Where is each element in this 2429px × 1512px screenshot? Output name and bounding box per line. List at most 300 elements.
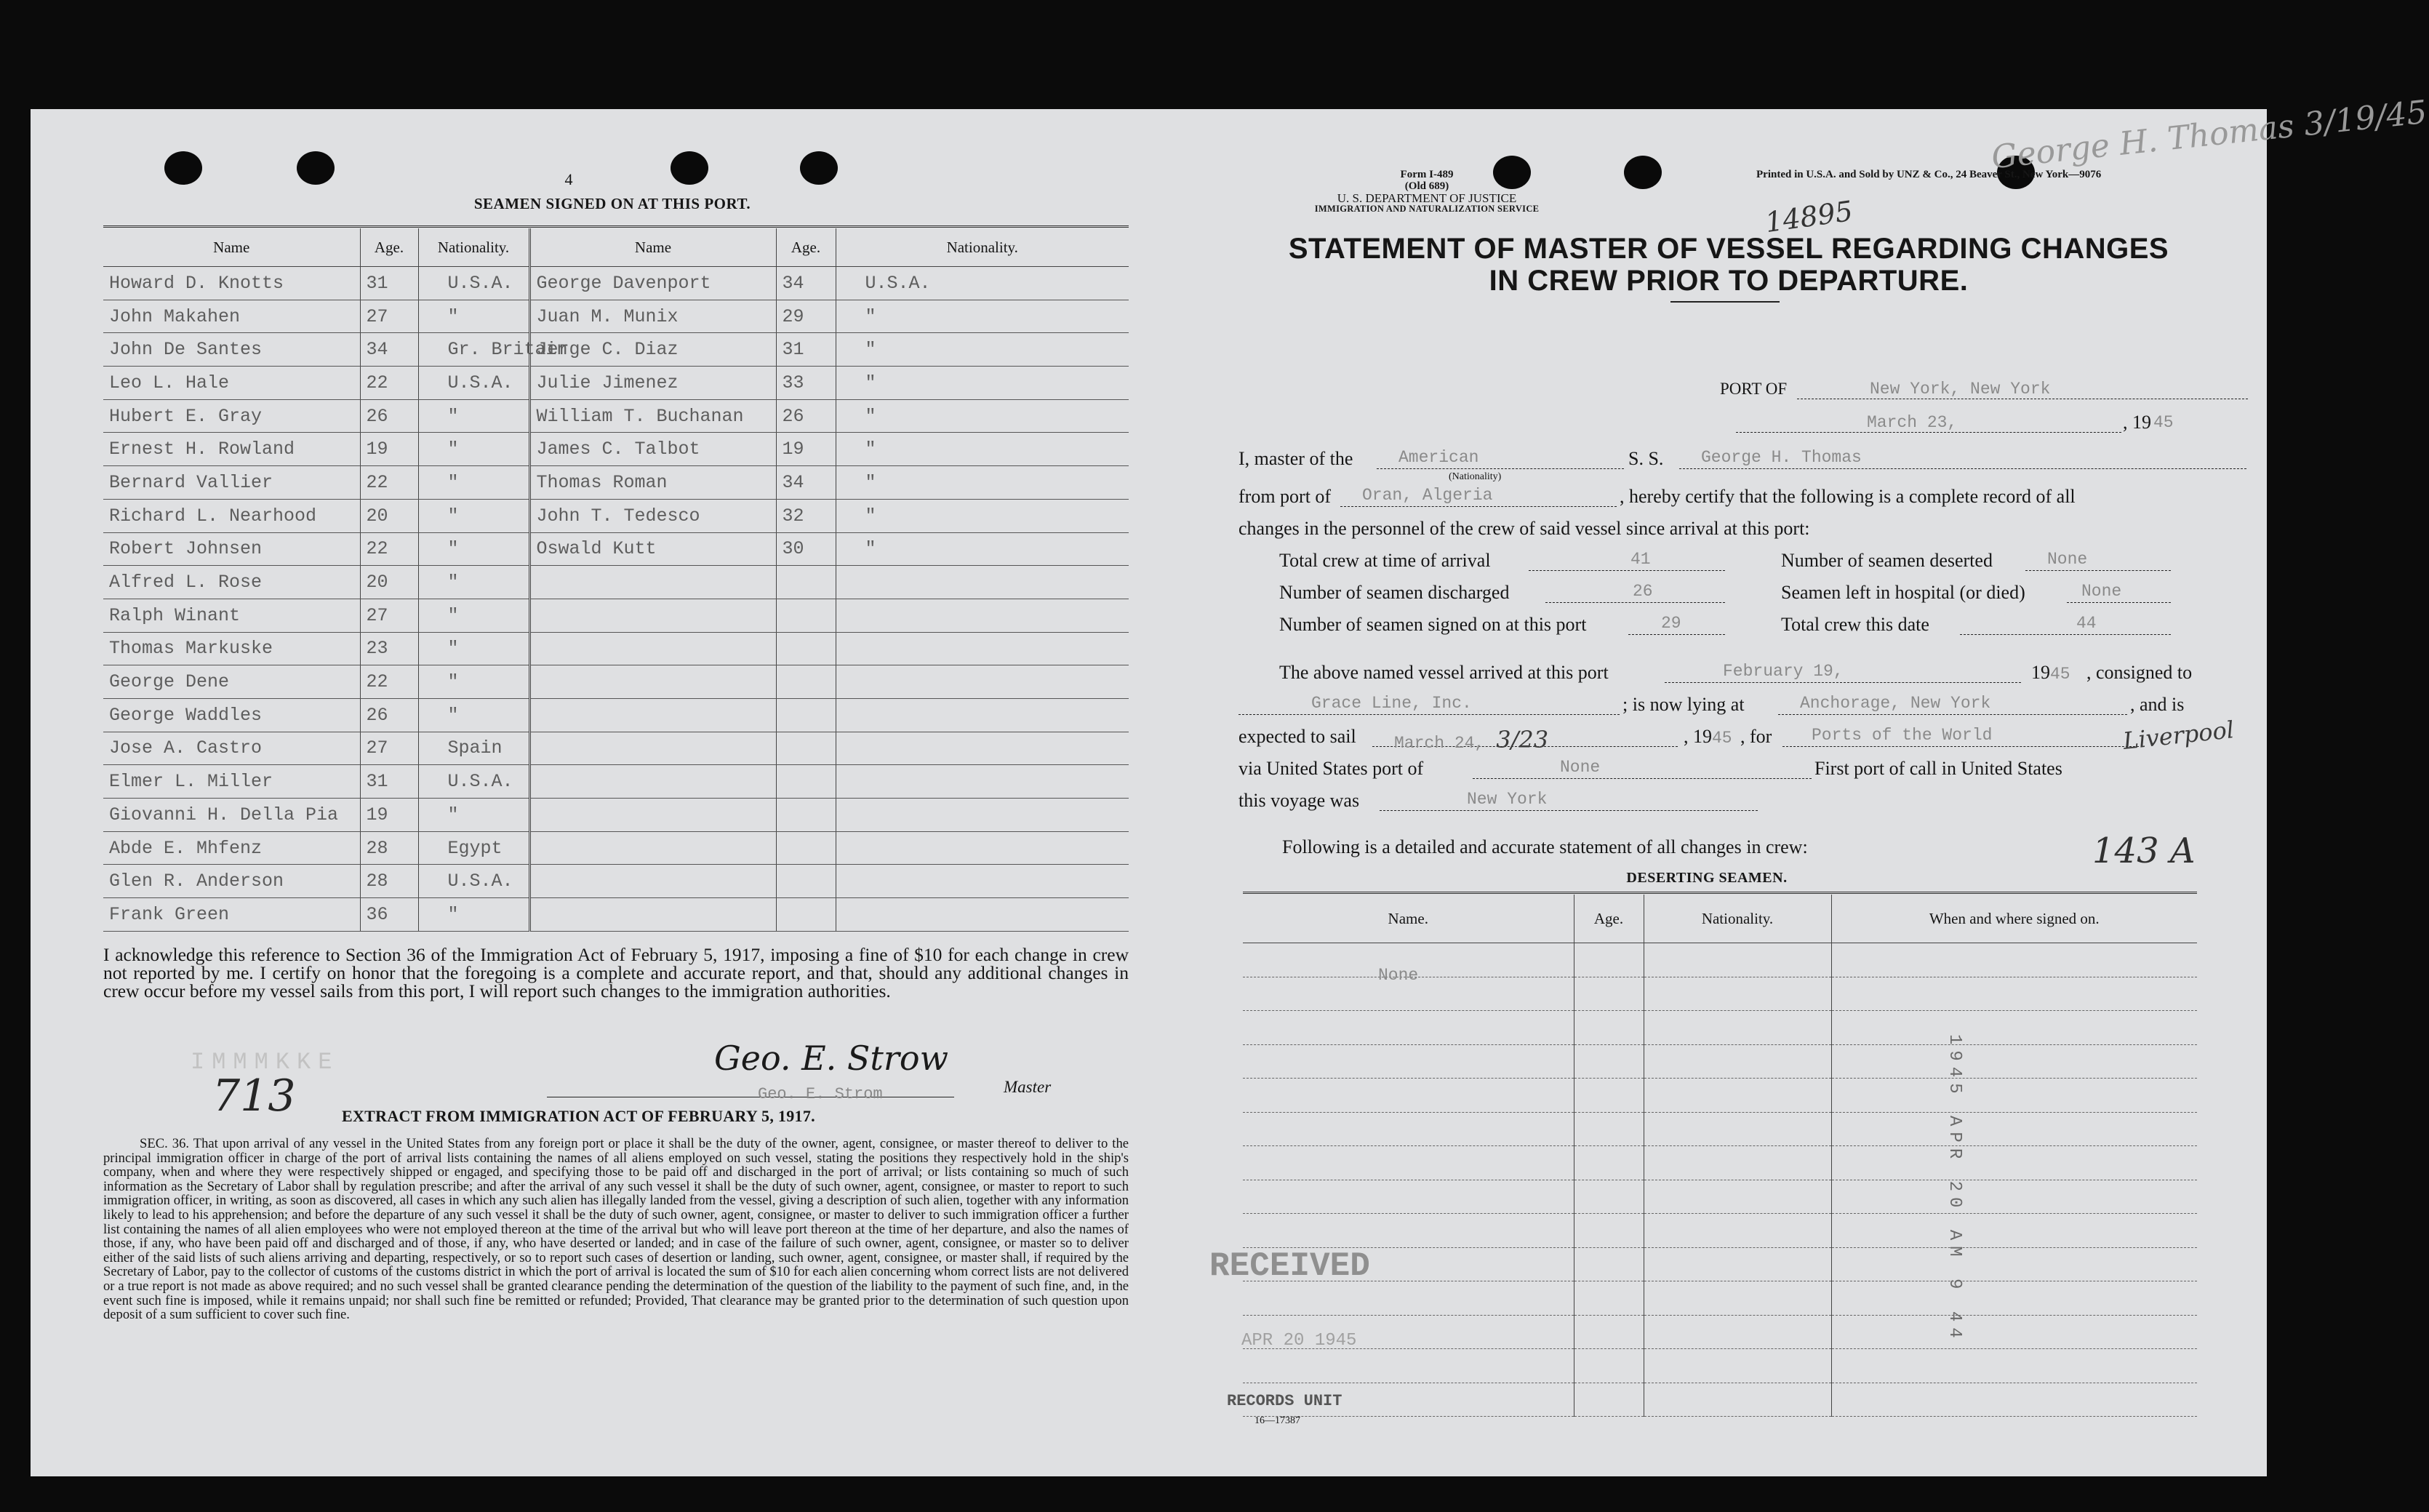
handwritten-number: 713	[212, 1071, 296, 1121]
column-header-age: Age.	[1574, 895, 1644, 943]
via-label: via United States port of	[1238, 758, 1424, 779]
table-cell	[1243, 1044, 1574, 1079]
crew-name: Hubert E. Gray	[103, 399, 360, 433]
table-top-rule	[103, 225, 1129, 228]
crew-nationality: Spain	[418, 732, 529, 765]
table-cell	[1644, 977, 1831, 1011]
crew-name: John De Santes	[103, 333, 360, 367]
crew-name: John Makahen	[103, 300, 360, 333]
table-cell	[1574, 1011, 1644, 1045]
expected-value: March 24,	[1394, 734, 1485, 753]
discharged-value: 26	[1633, 582, 1653, 601]
acknowledgement-text: I acknowledge this reference to Section 36 of the Immigration Act of February 5, 1917, imposing a fine of $10 for each change in crew not reported by me. I certify on honor that the foregoing is a complete and accurate report, and that, should any additional changes in crew occur before my vessel sails from this port, I will report such changes to the immigration authorities.	[103, 944, 1129, 1001]
table-cell	[1831, 1079, 2197, 1113]
department-name: U. S. DEPARTMENT OF JUSTICE	[1337, 191, 1517, 205]
table-cell	[1831, 1247, 2197, 1281]
ship-name-field	[1679, 448, 2246, 469]
crew-nationality	[836, 898, 1129, 932]
discharged-label: Number of seamen discharged	[1279, 582, 1510, 603]
form-title-line-2: IN CREW PRIOR TO DEPARTURE.	[1489, 265, 1969, 297]
column-header-nationality: Nationality.	[418, 228, 529, 267]
table-row	[103, 466, 1129, 500]
table-row	[1243, 1146, 2197, 1180]
crew-name: James C. Talbot	[529, 433, 776, 466]
crew-nationality: "	[836, 333, 1129, 367]
crew-name: Elmer L. Miller	[103, 765, 360, 799]
crew-age: 33	[776, 367, 836, 400]
table-cell	[1243, 1011, 1574, 1045]
table-cell	[1574, 977, 1644, 1011]
crew-nationality: "	[836, 433, 1129, 466]
expected-field	[1372, 726, 1678, 753]
table-row	[1243, 1044, 2197, 1079]
table-cell	[1831, 1180, 2197, 1214]
table-cell	[1831, 1281, 2197, 1316]
table-cell	[1644, 1180, 1831, 1214]
typed-master-name: Geo. E. Strom	[758, 1085, 883, 1103]
crew-name: Juan M. Munix	[529, 300, 776, 333]
table-row	[1243, 1315, 2197, 1349]
crew-age: 32	[776, 499, 836, 532]
table-cell	[1644, 1044, 1831, 1079]
right-page	[1169, 93, 2429, 1476]
table-cell	[1831, 1349, 2197, 1383]
expected-handwritten: 3/23	[1496, 726, 1549, 753]
total-arrival-label: Total crew at time of arrival	[1279, 550, 1491, 571]
extract-title: EXTRACT FROM IMMIGRATION ACT OF FEBRUARY 5, 1917.	[342, 1107, 815, 1125]
crew-name: Oswald Kutt	[529, 532, 776, 566]
from-port-label: from port of	[1238, 486, 1332, 507]
desert-table-rule	[1243, 892, 2197, 894]
table-row	[103, 698, 1129, 732]
table-cell	[1831, 1112, 2197, 1146]
crew-name: John T. Tedesco	[529, 499, 776, 532]
form-old-number: (Old 689)	[1404, 180, 1449, 192]
total-arrival-value: 41	[1630, 550, 1651, 569]
crew-name: Abde E. Mhfenz	[103, 831, 360, 865]
crew-name: Jose A. Castro	[103, 732, 360, 765]
records-unit-stamp: RECORDS UNIT	[1227, 1392, 1342, 1410]
crew-age: 30	[776, 532, 836, 566]
table-cell	[1831, 977, 2197, 1011]
crew-name	[529, 698, 776, 732]
crew-age: 19	[360, 799, 418, 832]
crew-nationality	[836, 732, 1129, 765]
total-date-label: Total crew this date	[1781, 614, 1929, 635]
footer-code: 16—17387	[1254, 1415, 1300, 1426]
crew-name: George Dene	[103, 665, 360, 699]
table-row	[103, 333, 1129, 367]
table-cell	[1574, 1079, 1644, 1113]
crew-name: Bernard Vallier	[103, 466, 360, 500]
crew-name	[529, 898, 776, 932]
crew-name: Howard D. Knotts	[103, 267, 360, 300]
port-label: PORT OF	[1720, 380, 1788, 398]
crew-name: Ernest H. Rowland	[103, 433, 360, 466]
arrived-year: 45	[2050, 665, 2070, 684]
crew-age: 26	[360, 698, 418, 732]
table-cell	[1831, 1315, 2197, 1349]
crew-age: 27	[360, 599, 418, 632]
consignee-field	[1238, 694, 1620, 715]
for-value: Ports of the World	[1812, 726, 1993, 745]
crew-name: Glen R. Anderson	[103, 865, 360, 898]
table-cell	[1574, 1112, 1644, 1146]
column-header-name: Name	[529, 228, 776, 267]
for-field	[1782, 726, 2139, 747]
crew-nationality: U.S.A.	[836, 267, 1129, 300]
table-row	[103, 433, 1129, 466]
and-is-label: , and is	[2130, 694, 2185, 715]
crew-age	[776, 831, 836, 865]
table-cell	[1644, 1281, 1831, 1316]
crew-nationality: "	[836, 300, 1129, 333]
crew-nationality: "	[418, 898, 529, 932]
lying-field	[1778, 694, 2127, 715]
received-stamp: RECEIVED	[1209, 1247, 1370, 1285]
arrived-value: February 19,	[1723, 662, 1844, 681]
crew-nationality: "	[836, 532, 1129, 566]
table-row	[1243, 1011, 2197, 1045]
table-row	[103, 367, 1129, 400]
signed-on-field	[1628, 614, 1725, 635]
crew-nationality: Gr. Britain	[418, 333, 529, 367]
seamen-signed-on-table	[103, 228, 1129, 932]
crew-age: 34	[776, 267, 836, 300]
crew-nationality: Egypt	[418, 831, 529, 865]
table-row	[103, 399, 1129, 433]
table-row	[103, 865, 1129, 898]
handwritten-file-number: 14895	[1763, 194, 1855, 239]
table-cell	[1243, 1281, 1574, 1316]
crew-nationality	[836, 865, 1129, 898]
crew-age	[776, 698, 836, 732]
punch-hole	[671, 151, 708, 185]
table-cell	[1644, 1247, 1831, 1281]
crew-nationality	[836, 566, 1129, 599]
table-row	[1243, 1383, 2197, 1417]
via-field	[1473, 758, 1812, 779]
crew-age: 20	[360, 499, 418, 532]
table-cell	[1831, 1011, 2197, 1045]
table-row	[1243, 1112, 2197, 1146]
punch-hole	[164, 151, 202, 185]
crew-nationality: "	[418, 532, 529, 566]
year-prefix: , 19	[2123, 412, 2151, 433]
changes-text: changes in the personnel of the crew of said vessel since arrival at this port:	[1238, 518, 1810, 539]
crew-name	[529, 799, 776, 832]
column-header-name: Name	[103, 228, 360, 267]
expected-label: expected to sail	[1238, 726, 1356, 747]
arrived-label: The above named vessel arrived at this port	[1279, 662, 1609, 683]
ss-label: S. S.	[1628, 448, 1664, 469]
table-row	[103, 599, 1129, 632]
table-row	[103, 732, 1129, 765]
crew-age	[776, 799, 836, 832]
table-row	[1243, 1349, 2197, 1383]
table-cell	[1644, 1383, 1831, 1417]
voyage-field	[1380, 790, 1758, 811]
first-port-label: First port of call in United States	[1814, 758, 2062, 779]
crew-name: Giovanni H. Della Pia	[103, 799, 360, 832]
table-cell	[1574, 1281, 1644, 1316]
crew-nationality	[836, 599, 1129, 632]
crew-nationality	[836, 698, 1129, 732]
extract-text: SEC. 36. That upon arrival of any vessel in the United States from any foreign port or place it shall be the duty of the owner, agent, consignee, or master thereof to deliver to the principal immigration officer in charge of the port of arrival lists containing the names of all aliens employed on such vessel, stating the positions they respectively hold in the ship's company, when and where they were respectively shipped or engaged, and specifying those to be paid off and discharged in the port of arrival; or lists containing so much of such information as the Secretary of Labor shall by regulation prescribe; and after the arrival of any such vessel it shall be the duty of such owner, agent, consignee, or master to report to such immigration officer, in writing, as soon as discovered, all cases in which any such alien has illegally landed from the vessel, giving a description of such alien, together with any information likely to lead to his apprehension; and before the departure of any such vessel it shall be the duty of such owner, agent, consignee, or master to deliver to such immigration officer a further list containing the names of all alien employees who were not employed thereon at the time of the arrival but who will leave port thereon at the time of her departure, and also the names of those, if any, who have been paid off and discharged and of those, if any, who have deserted or landed; and in case of the failure of such owner, agent, consignee, or master so to deliver either of the said lists of such aliens arriving and departing, respectively, or so to report such cases of desertion or landing, such owner, agent, consignee, or master shall, if required by the Secretary of Labor, pay to the collector of customs of the customs district in which the port of arrival is located the sum of $10 for each alien concerning whom correct lists are not delivered or a true report is not made as above required; and no such vessel shall be granted clearance pending the determination of the question of the liability to the payment of such fine, and, in the event such fine is imposed, while it remains unpaid; nor shall such fine be remitted or refunded; Provided, That clearance may be granted prior to the determination of such question upon deposit of a sum sufficient to cover such fine.	[103, 1136, 1129, 1323]
table-cell	[1831, 1044, 2197, 1079]
form-number: Form I-489	[1400, 169, 1454, 180]
table-cell	[1644, 1146, 1831, 1180]
crew-age: 28	[360, 831, 418, 865]
crew-name	[529, 732, 776, 765]
ship-name-value: George H. Thomas	[1701, 448, 1862, 467]
total-arrival-field	[1529, 550, 1725, 571]
table-cell	[1644, 943, 1831, 977]
master-signature: Geo. E. Strow	[714, 1039, 948, 1078]
printer-credit: Printed in U.S.A. and Sold by UNZ & Co., 24 Beaver St., New York—9076	[1756, 169, 2102, 180]
via-value: None	[1560, 758, 1601, 777]
nationality-caption: (Nationality)	[1449, 471, 1502, 482]
table-row	[1243, 1214, 2197, 1248]
title-underline	[1670, 301, 1780, 303]
lying-label: ; is now lying at	[1622, 694, 1745, 715]
table-cell	[1574, 1044, 1644, 1079]
table-row	[103, 566, 1129, 599]
crew-name: Thomas Markuske	[103, 632, 360, 665]
crew-age	[776, 632, 836, 665]
crew-nationality: U.S.A.	[418, 865, 529, 898]
crew-nationality: "	[418, 300, 529, 333]
table-cell	[1243, 1214, 1574, 1248]
crew-age	[776, 765, 836, 799]
form-title-line-1: STATEMENT OF MASTER OF VESSEL REGARDING CHANGES	[1288, 233, 2169, 265]
crew-age: 27	[360, 300, 418, 333]
crew-age: 19	[360, 433, 418, 466]
table-cell	[1243, 1079, 1574, 1113]
left-page	[31, 109, 1169, 1476]
table-row	[103, 267, 1129, 300]
table-cell	[1644, 1214, 1831, 1248]
crew-name: Julie Jimenez	[529, 367, 776, 400]
crew-nationality: "	[836, 466, 1129, 500]
crew-nationality	[836, 665, 1129, 699]
crew-age	[776, 865, 836, 898]
hospital-value: None	[2081, 582, 2122, 601]
crew-name: Robert Johnsen	[103, 532, 360, 566]
crew-nationality: "	[418, 399, 529, 433]
crew-age: 28	[360, 865, 418, 898]
crew-nationality: "	[418, 433, 529, 466]
table-cell	[1574, 943, 1644, 977]
handwritten-ship-note: George H. Thomas 3/19/45	[1989, 93, 2429, 177]
total-date-field	[1960, 614, 2171, 635]
crew-age: 22	[360, 665, 418, 699]
crew-age: 22	[360, 466, 418, 500]
column-header-age: Age.	[360, 228, 418, 267]
section-heading: SEAMEN SIGNED ON AT THIS PORT.	[473, 195, 751, 212]
table-row	[103, 665, 1129, 699]
table-cell	[1831, 1146, 2197, 1180]
column-header-name: Name.	[1243, 895, 1574, 943]
table-row	[103, 499, 1129, 532]
page-number: 4	[564, 170, 573, 188]
column-header-age: Age.	[776, 228, 836, 267]
table-row	[1243, 1281, 2197, 1316]
table-cell	[1574, 1180, 1644, 1214]
crew-age	[776, 665, 836, 699]
table-row	[103, 831, 1129, 865]
year-value: 45	[2153, 413, 2174, 432]
table-cell	[1243, 1349, 1574, 1383]
master-of-label: I, master of the	[1238, 448, 1353, 469]
crew-age: 34	[360, 333, 418, 367]
crew-nationality: "	[836, 367, 1129, 400]
hospital-field	[2067, 582, 2171, 603]
desert-entry: None	[1378, 966, 1419, 985]
crew-nationality: "	[418, 665, 529, 699]
crew-nationality: "	[418, 698, 529, 732]
column-header-nationality: Nationality.	[1644, 895, 1831, 943]
table-row	[103, 532, 1129, 566]
crew-nationality	[836, 831, 1129, 865]
table-cell	[1574, 1247, 1644, 1281]
crew-nationality: "	[418, 466, 529, 500]
table-row	[103, 799, 1129, 832]
date-field	[1736, 413, 2121, 433]
crew-name	[529, 566, 776, 599]
faint-stamp-letters: IMMMKKE	[191, 1049, 340, 1076]
crew-name: William T. Buchanan	[529, 399, 776, 433]
table-cell	[1644, 1349, 1831, 1383]
punch-hole	[1624, 156, 1662, 189]
deserted-label: Number of seamen deserted	[1781, 550, 1993, 571]
master-label: Master	[1004, 1078, 1052, 1096]
crew-age: 31	[360, 765, 418, 799]
table-cell	[1574, 1146, 1644, 1180]
for-handwritten: Liverpool	[2121, 716, 2236, 755]
table-cell	[1574, 1214, 1644, 1248]
punch-hole	[800, 151, 838, 185]
voyage-value: New York	[1467, 790, 1548, 809]
table-cell	[1243, 1180, 1574, 1214]
crew-name	[529, 831, 776, 865]
signed-on-label: Number of seamen signed on at this port	[1279, 614, 1587, 635]
table-row	[103, 300, 1129, 333]
table-cell	[1574, 1349, 1644, 1383]
crew-name	[529, 632, 776, 665]
voyage-label: this voyage was	[1238, 790, 1360, 811]
crew-age: 23	[360, 632, 418, 665]
crew-nationality: "	[836, 399, 1129, 433]
crew-nationality: U.S.A.	[418, 367, 529, 400]
consigned-label: , consigned to	[2086, 662, 2193, 683]
crew-age: 22	[360, 367, 418, 400]
crew-name	[529, 599, 776, 632]
discharged-field	[1545, 582, 1725, 603]
following-text: Following is a detailed and accurate statement of all changes in crew:	[1282, 836, 1808, 857]
from-port-value: Oran, Algeria	[1362, 486, 1493, 505]
crew-name: George Davenport	[529, 267, 776, 300]
crew-name: Leo L. Hale	[103, 367, 360, 400]
date-time-stamp: 1945 APR 20 AM 9 44	[1945, 1034, 1964, 1344]
table-cell	[1831, 1214, 2197, 1248]
table-row	[103, 765, 1129, 799]
date-value: March 23,	[1867, 413, 1958, 432]
table-row	[103, 898, 1129, 932]
crew-name: Jerge C. Diaz	[529, 333, 776, 367]
nationality-value: American	[1398, 448, 1479, 467]
crew-name: Frank Green	[103, 898, 360, 932]
table-row	[1243, 1079, 2197, 1113]
crew-age: 26	[776, 399, 836, 433]
crew-name: Ralph Winant	[103, 599, 360, 632]
expected-year-prefix: , 1945	[1684, 726, 1732, 748]
crew-age: 27	[360, 732, 418, 765]
lying-value: Anchorage, New York	[1800, 694, 1991, 713]
port-value: New York, New York	[1870, 380, 2051, 399]
column-header-nationality: Nationality.	[946, 238, 1018, 256]
crew-nationality	[836, 765, 1129, 799]
crew-name: Thomas Roman	[529, 466, 776, 500]
crew-age: 26	[360, 399, 418, 433]
hospital-label: Seamen left in hospital (or died)	[1781, 582, 2025, 603]
from-port-field	[1340, 486, 1617, 507]
crew-age: 31	[360, 267, 418, 300]
crew-nationality: "	[418, 599, 529, 632]
table-cell	[1243, 1146, 1574, 1180]
table-cell	[1644, 1011, 1831, 1045]
crew-age	[776, 566, 836, 599]
table-row	[1243, 1247, 2197, 1281]
crew-age	[776, 898, 836, 932]
crew-age	[776, 732, 836, 765]
table-row	[1243, 1180, 2197, 1214]
crew-age: 36	[360, 898, 418, 932]
crew-name: George Waddles	[103, 698, 360, 732]
table-cell	[1831, 943, 2197, 977]
crew-nationality: U.S.A.	[418, 267, 529, 300]
for-label: , for	[1740, 726, 1772, 747]
crew-name	[529, 765, 776, 799]
crew-name: Alfred L. Rose	[103, 566, 360, 599]
crew-age: 20	[360, 566, 418, 599]
crew-nationality: "	[418, 566, 529, 599]
crew-nationality: "	[418, 499, 529, 532]
handwritten-code: 143 A	[2092, 831, 2196, 871]
crew-age: 34	[776, 466, 836, 500]
table-cell	[1243, 1112, 1574, 1146]
crew-nationality	[836, 799, 1129, 832]
crew-age: 29	[776, 300, 836, 333]
table-cell	[1574, 1315, 1644, 1349]
crew-age: 19	[776, 433, 836, 466]
table-cell	[1644, 1112, 1831, 1146]
arrived-field	[1665, 662, 2021, 683]
crew-nationality: "	[418, 799, 529, 832]
table-cell	[1574, 1383, 1644, 1417]
table-row	[103, 632, 1129, 665]
crew-nationality: "	[418, 632, 529, 665]
deserted-field	[2025, 550, 2171, 571]
nationality-field	[1377, 448, 1624, 469]
deserted-value: None	[2047, 550, 2088, 569]
service-name: IMMIGRATION AND NATURALIZATION SERVICE	[1314, 204, 1540, 214]
crew-name: Richard L. Nearhood	[103, 499, 360, 532]
crew-age: 22	[360, 532, 418, 566]
crew-nationality: U.S.A.	[418, 765, 529, 799]
total-date-value: 44	[2076, 614, 2097, 633]
column-header-signed-on: When and where signed on.	[1831, 895, 2197, 943]
